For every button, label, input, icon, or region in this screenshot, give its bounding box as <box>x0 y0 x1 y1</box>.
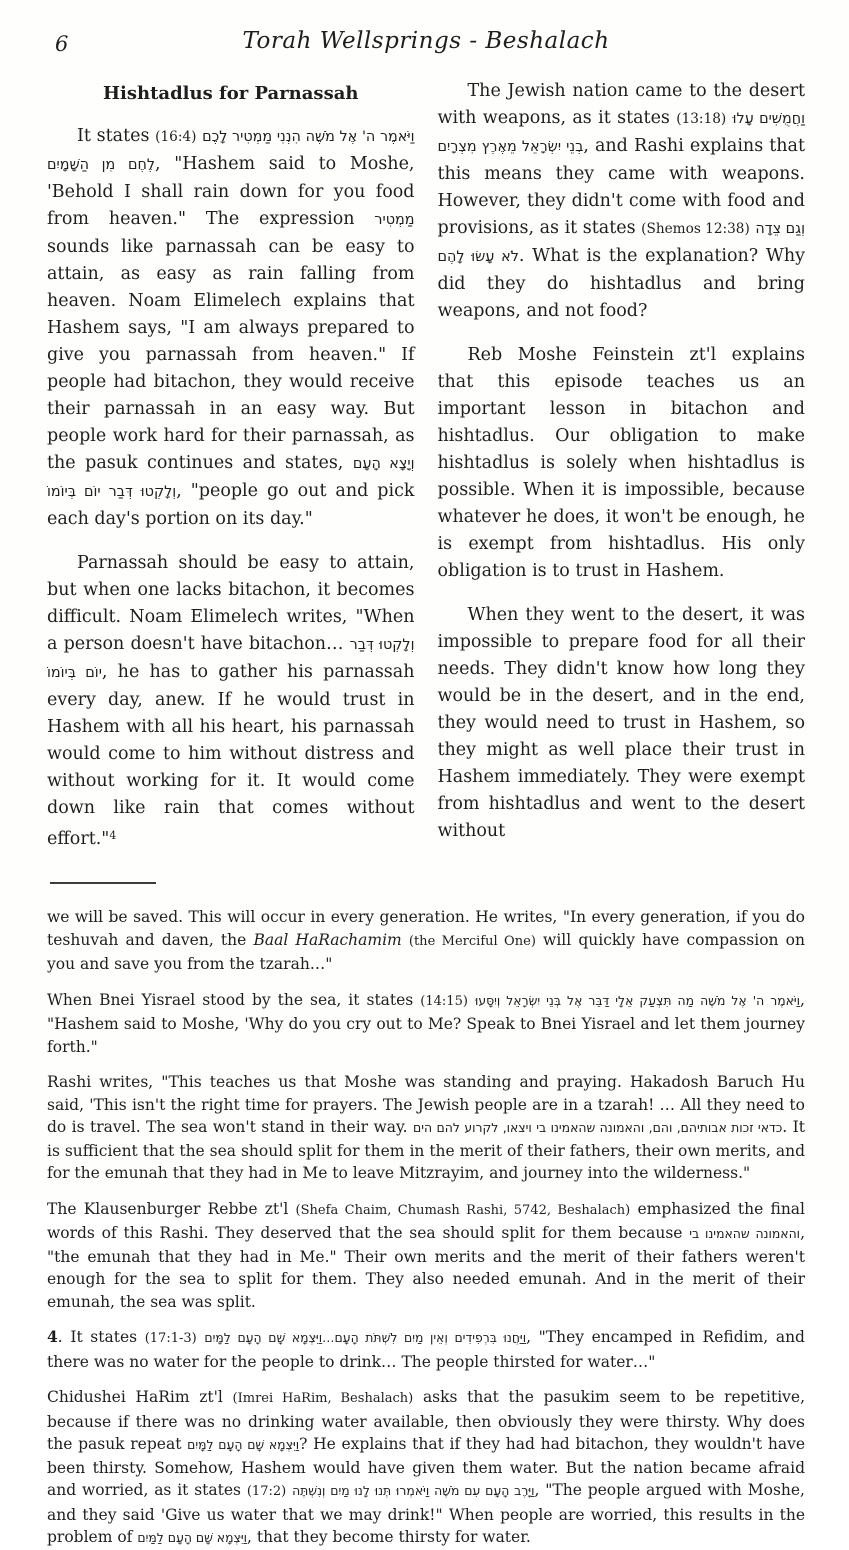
text-run <box>468 991 475 1009</box>
paragraph <box>438 602 806 845</box>
text-run: (Shefa Chaim, Chumash Rashi, 5742, Beshalach) <box>295 1202 631 1218</box>
text-run: , "Hashem said to Moshe, 'Behold I shall rain down for you food from heaven." The expression <box>47 154 415 229</box>
text-run: , "people go out and pick each day's portion on its day." <box>47 481 415 529</box>
text-run: 4 <box>109 829 117 842</box>
paragraph <box>438 78 806 325</box>
text-run: we will be saved. This will occur in every generation. He writes, "In every generation, if you do teshuvah and daven, the <box>47 908 805 949</box>
text-run: (17:2) <box>246 1484 287 1499</box>
footnote-paragraph <box>47 1386 805 1550</box>
text-run: Baal HaRachamim <box>253 930 402 949</box>
page-header <box>47 28 805 62</box>
text-run: (16:4) <box>155 129 197 145</box>
text-run <box>402 931 409 949</box>
text-run: When they went to the desert, it was impossible to prepare food for all their needs. They didn't know how long they would be in the desert, and in the end, they would need to trust in Hashem, so they might as well place their trust in Hashem immediately. They were exempt from hishtadlus and went to the desert without <box>437 605 805 841</box>
text-run: When Bnei Yisrael stood by the sea, it states <box>47 990 421 1009</box>
hebrew-text: וְלָקְטוּ דְּבַר יוֹם בְּיוֹמוֹ <box>47 637 415 681</box>
text-run: . It is sufficient that the sea should split for them in the merit of their fathers, their own merits, and for the emunah that they had in Me to leave Mitzrayim, and journey into the wilderness." <box>47 1118 805 1182</box>
text-run: Rashi writes, "This teaches us that Moshe was standing and praying. Hakadosh Baruch Hu said, 'This isn't the right time for prayers. The Jewish people are in a tzarah! … All they need to do is travel. The sea won't stand in their way. <box>47 1073 805 1136</box>
hebrew-text: וַיִּצְמָא שָׁם הָעָם לַמָּיִם <box>187 1437 300 1452</box>
text-run: , "They encamped in Refidim, and there was no water for the people to drink… The people thirsted for water…" <box>47 1328 805 1371</box>
hebrew-text: וְגַם צֵדָה לֹא עָשׂוּ לָהֶם <box>437 221 806 265</box>
paragraph <box>47 123 415 533</box>
text-run: (13:18) <box>676 111 727 127</box>
hebrew-text: וַיִּצְמָא שָׁם הָעָם לַמַּיִם <box>137 1530 248 1545</box>
text-run: (Imrei HaRim, Beshalach) <box>232 1391 414 1406</box>
footnote-paragraph <box>47 1071 805 1185</box>
text-run: Parnassah should be easy to attain, but when one lacks bitachon, it becomes difficult. Noam Elimelech writes, "When a person doesn't have bitachon… <box>47 553 415 654</box>
text-run: sounds like parnassah can be easy to attain, as easy as rain falling from heaven. Noam Elimelech explains that Hashem says, "I am always prepared to give you parnassah from heaven." If people had bitachon, they would receive their parnassah in an easy way. But people work hard for their parnassah, as the pasuk continues and states, <box>47 237 415 473</box>
text-run: (14:15) <box>420 993 468 1009</box>
hebrew-text: כדאי זכות אבותיהם, והם, והאמונה שהאמינו בי ויצאו, לקרוע להם הים <box>413 1120 783 1135</box>
main-text <box>47 78 805 870</box>
text-run: The Klausenburger Rebbe zt'l <box>47 1199 296 1218</box>
hebrew-text: והאמונה שהאמינו בי <box>689 1226 801 1241</box>
text-run: , "The people argued with Moshe, and they said 'Give us water that we may drink!" When people are worried, this results in the problem of <box>47 1481 805 1546</box>
footnote-paragraph <box>47 989 805 1059</box>
right-column <box>438 78 806 870</box>
text-run: ? He explains that if they had had bitachon, they wouldn't have been thirsty. Somehow, Hashem would have given them water. But the nation became afraid and worried, as it states <box>47 1435 805 1499</box>
text-run: Chidushei HaRim zt'l <box>47 1388 233 1406</box>
text-run: 4 <box>47 1327 58 1346</box>
paragraph <box>438 342 806 585</box>
text-run: asks that the pasukim seem to be repetitive, because if there was no drinking water available, then obviously they were thirsty. Why does the pasuk repeat <box>47 1388 806 1453</box>
footnotes-section <box>47 882 805 1550</box>
text-run: (Shemos 12:38) <box>641 221 750 237</box>
text-run: . What is the explanation? Why did they do hishtadlus and bring weapons, and not food? <box>437 246 805 321</box>
text-run: (17:1-3) <box>144 1331 197 1346</box>
text-run: The Jewish nation came to the desert with weapons, as it states <box>437 81 805 128</box>
text-run: emphasized the final words of this Rashi. They deserved that the sea should split for them because <box>47 1199 806 1242</box>
paragraph <box>47 550 415 853</box>
hebrew-text: וַיֹּאמֶר ה' אֶל מֹשֶׁה הִנְנִי מַמְטִיר לָכֶם לֶחֶם מִן הַשָּׁמָיִם <box>47 129 415 173</box>
section-heading: Hishtadlus for Parnassah <box>103 83 359 104</box>
text-run: , that they become thirsty for water. <box>247 1528 531 1546</box>
hebrew-text: וְיָצָא הָעָם וְלָקְטוּ דְּבַר יוֹם בְּיוֹמוֹ <box>47 456 415 500</box>
text-run: , "Hashem said to Moshe, 'Why do you cry out to Me? Speak to Bnei Yisrael and let them journey forth." <box>47 990 805 1056</box>
footnote-paragraph <box>47 1326 805 1373</box>
text-run: , "the emunah that they had in Me." Their own merits and the merit of their fathers weren't enough for the sea to split for them. They also needed emunah. And in the merit of their emunah, the sea was split. <box>47 1224 805 1311</box>
hebrew-text: וַיַּחֲנוּ בִּרְפִידִים וְאֵין מַיִם לִשְׁתֹּת הָעָם…וַיִּצְמָא שָׁם הָעָם לַמָּיִם <box>204 1330 527 1345</box>
hebrew-text: וַיָּרֶב הָעָם עִם מֹשֶׁה וַיֹּאמְרוּ תְּנוּ לָנוּ מַיִם וְנִשְׁתֶּה <box>292 1483 535 1498</box>
text-run: will quickly have compassion on you and save you from the tzarah…" <box>47 930 805 973</box>
hebrew-text: וַחֲמֻשִׁים עָלוּ בְנֵי יִשְׂרָאֵל מֵאֶרֶץ מִצְרָיִם <box>437 111 805 155</box>
page-number: 6 <box>55 32 69 56</box>
footnote-paragraph <box>47 906 805 976</box>
text-run: (the Merciful One) <box>408 933 536 949</box>
text-run: Reb Moshe Feinstein zt'l explains that this episode teaches us an important lesson in bitachon and hishtadlus. Our obligation to make hishtadlus is solely when hishtadlus is possible. When it is impossible, because whatever he does, it won't be enough, he is exempt from hishtadlus. His only obligation is to trust in Hashem. <box>437 345 805 581</box>
left-column <box>47 78 415 870</box>
footnote-separator <box>50 882 156 884</box>
text-run: . It states <box>57 1328 145 1346</box>
page-title: Torah Wellsprings - Beshalach <box>242 28 610 54</box>
text-run: , and Rashi explains that this means they came with weapons. However, they didn't come with food and provisions, as it states <box>437 136 805 238</box>
hebrew-text: מַמְטִיר <box>374 212 415 228</box>
footnote-paragraph <box>47 1198 805 1314</box>
hebrew-text: וַיֹּאמֶר ה' אֶל מֹשֶׁה מַה תִּצְעַק אֵלָי דַּבֵּר אֶל בְּנֵי יִשְׂרָאֵל וְיִסָּעוּ <box>474 992 801 1008</box>
text-run: It states <box>77 126 156 146</box>
text-run: , he has to gather his parnassah every day, anew. If he would trust in Hashem with all his heart, his parnassah would come to him without distress and without working for it. It would come down like rain that comes without effort." <box>47 662 415 849</box>
